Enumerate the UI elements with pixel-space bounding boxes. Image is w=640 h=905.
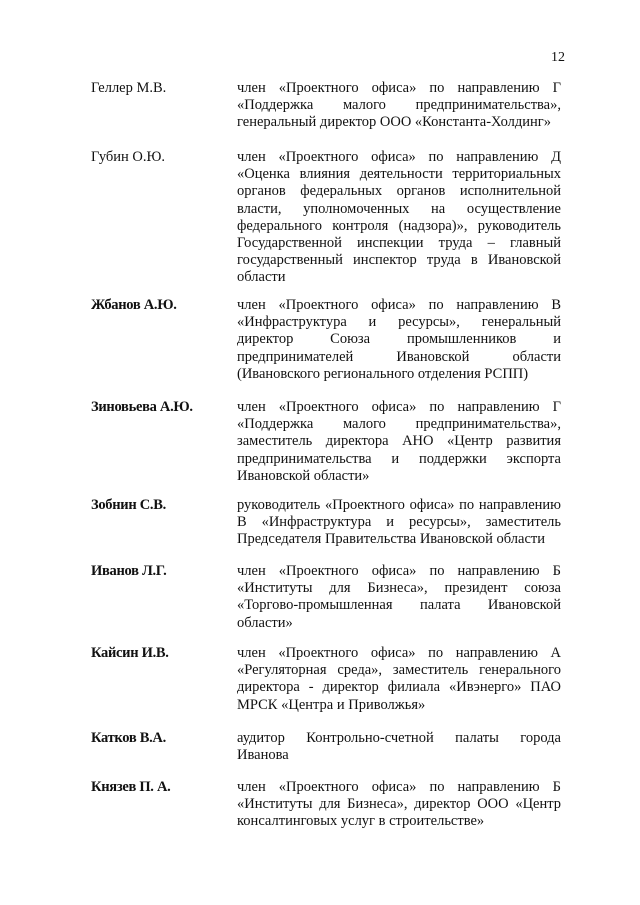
member-description: руководитель «Проектного офиса» по направлению В «Инфраструктура и ресурсы», заместитель Председателя Правительства Ивановской области <box>237 497 561 548</box>
member-description: член «Проектного офиса» по направлению Г «Поддержка малого предпринимательства», заместитель директора АНО «Центр развития предпринимательства и поддержки экспорта Ивановской области» <box>237 399 561 484</box>
member-name: Зобнин С.В. <box>91 497 166 513</box>
member-description: член «Проектного офиса» по направлению А «Регуляторная среда», заместитель генерального директора - директор филиала «Ивэнерго» ПАО МРСК «Центра и Приволжья» <box>237 645 561 713</box>
member-name: Кайсин И.В. <box>91 645 169 661</box>
member-name: Иванов Л.Г. <box>91 563 167 579</box>
page-number: 12 <box>551 50 565 65</box>
member-description: аудитор Контрольно-счетной палаты города Иванова <box>237 730 561 764</box>
member-description: член «Проектного офиса» по направлению Б «Институты для Бизнеса», директор ООО «Центр консалтинговых услуг в строительстве» <box>237 779 561 830</box>
member-name: Князев П. А. <box>91 779 171 795</box>
member-name: Зиновьева А.Ю. <box>91 399 193 415</box>
member-name: Геллер М.В. <box>91 80 167 96</box>
member-description: член «Проектного офиса» по направлению Д «Оценка влияния деятельности территориальных органов федеральных органов исполнительной власти, уполномоченных на осуществление федерального контроля (надзора)», руководитель Государственной инспекции труда – главный государственный инспектор труда в Ивановской области <box>237 149 561 286</box>
member-description: член «Проектного офиса» по направлению В «Инфраструктура и ресурсы», генеральный директор Союза промышленников и предпринимателей Ивановской области (Ивановского регионального отделения РСПП) <box>237 297 561 382</box>
member-description: член «Проектного офиса» по направлению Г «Поддержка малого предпринимательства», генеральный директор ООО «Константа-Холдинг» <box>237 80 561 131</box>
member-name: Губин О.Ю. <box>91 149 166 165</box>
member-description: член «Проектного офиса» по направлению Б «Институты для Бизнеса», президент союза «Торгово-промышленная палата Ивановской области» <box>237 563 561 631</box>
member-name: Катков В.А. <box>91 730 166 746</box>
member-name: Жбанов А.Ю. <box>91 297 177 313</box>
